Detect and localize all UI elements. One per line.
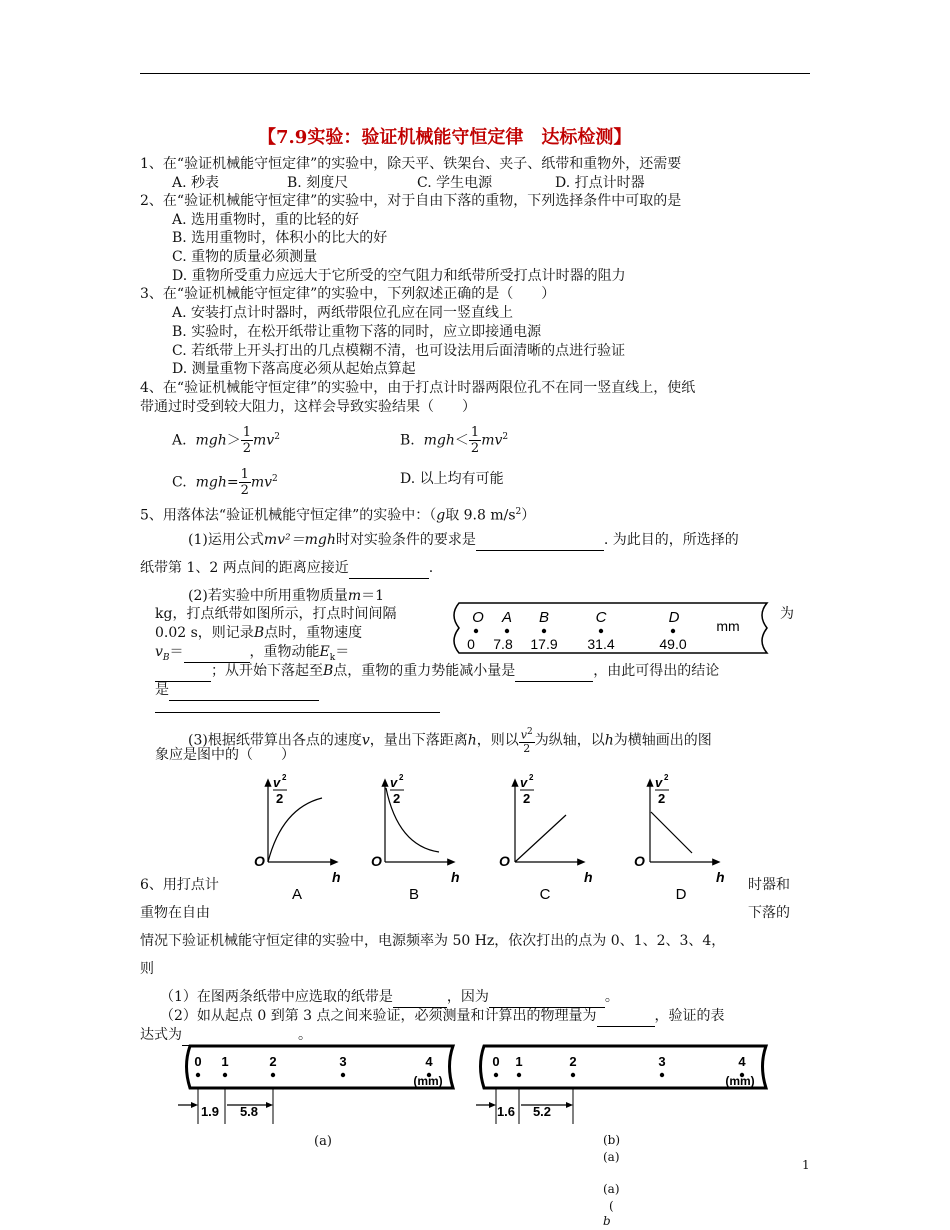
tape-dot (542, 629, 546, 633)
blank[interactable] (393, 988, 447, 1008)
y-label-exp: 2 (664, 773, 669, 782)
blank[interactable] (155, 662, 211, 682)
tape-unit: (mm) (725, 1074, 755, 1088)
tape-value: 31.4 (587, 636, 615, 652)
q4-option-d: D. 以上均有可能 (400, 471, 504, 487)
q4-stem-1: 4、在“验证机械能守恒定律”的实验中，由于打点计时器两限位孔不在同一竖直线上，使纸 (140, 380, 696, 396)
tape-b-caption: (b) (603, 1133, 621, 1147)
tape-mark: 0 (492, 1054, 500, 1069)
q2-stem: 2、在“验证机械能守恒定律”的实验中，对于自由下落的重物，下列选择条件中可取的是 (140, 193, 682, 209)
tape-mark: 2 (269, 1054, 277, 1069)
tape-value: 0 (467, 636, 475, 652)
q1-option-d: D. 打点计时器 (555, 175, 645, 191)
tape-label-O: O (472, 609, 484, 626)
q5-part3-line1: (3)根据纸带算出各点的速度v，量出下落距离h，则以 $\frac{v^2}{2}$ 为纵轴，以h为横轴画出的图 (188, 727, 712, 755)
y-label-exp: 2 (399, 773, 404, 782)
q6-line1-right: 时器和 (748, 877, 790, 893)
q4-option-a: A. mgh＞ $\frac{1}{2}$ $mv^2$ (172, 425, 280, 457)
origin-label: O (634, 853, 645, 869)
stray-label: (a) (603, 1182, 620, 1196)
x-label: h (451, 869, 460, 885)
q5-part2-line1: (2)若实验中所用重物质量m＝1 (188, 588, 385, 604)
q2-option-a: A. 选用重物时，重的比轻的好 (172, 212, 360, 228)
q4-stem-2: 带通过时受到较大阻力，这样会导致实验结果（ ） (140, 399, 476, 415)
tape-unit: (mm) (413, 1074, 443, 1088)
line-increasing (515, 815, 566, 862)
tape-dot (494, 1073, 498, 1077)
q6-part1: （1）在图两条纸带中应选取的纸带是 ，因为 。 (160, 988, 619, 1008)
graph-d (634, 773, 725, 903)
q6-line4: 则 (140, 961, 154, 977)
tape-mark: 1 (515, 1054, 523, 1069)
arrowhead (191, 1102, 198, 1108)
q4-option-c: C. mgh= $\frac{1}{2}$ $mv^2$ (172, 467, 278, 499)
q5-part2-line2: kg，打点纸带如图所示，打点时间间隔 (155, 606, 397, 622)
tape-value: 7.8 (493, 636, 513, 652)
fraction-half: $\frac{1}{2}$ (470, 425, 480, 457)
y-label-exp: 2 (529, 773, 534, 782)
fraction-half: $\frac{1}{2}$ (242, 425, 252, 457)
x-label: h (584, 869, 593, 885)
q1-stem: 1、在“验证机械能守恒定律”的实验中，除天平、铁架台、夹子、纸带和重物外，还需要 (140, 156, 682, 172)
q6-part2-line2: 达式为 。 (140, 1026, 312, 1046)
line-decreasing (651, 812, 692, 853)
blank[interactable] (515, 662, 593, 682)
tape-label-B: B (538, 609, 550, 626)
tape-dot (517, 1073, 521, 1077)
tape-dot (599, 629, 603, 633)
fraction-half: $\frac{1}{2}$ (240, 467, 249, 499)
q2-option-c: C. 重物的质量必须测量 (172, 249, 318, 265)
graph-name: C (539, 886, 551, 903)
graph-name: D (675, 886, 687, 903)
y-label: v (390, 775, 398, 790)
tape-dot (196, 1073, 200, 1077)
blank[interactable] (476, 531, 604, 551)
tape-a-figure (170, 1042, 470, 1134)
q1-option-b: B. 刻度尺 (287, 175, 349, 191)
y-label: v (655, 775, 663, 790)
dim-label: 5.8 (239, 1104, 259, 1119)
tape-dot (223, 1073, 227, 1077)
tape-b-figure (460, 1042, 780, 1134)
q5-part1-line1: (1)运用公式mv²＝mgh时对实验条件的要求是 . 为此目的，所选择的 (188, 531, 739, 551)
tape-mark: 3 (658, 1054, 666, 1069)
page-title: 【7.9实验：验证机械能守恒定律 达标检测】 (258, 127, 632, 148)
graph-name: A (291, 886, 303, 903)
q3-option-d: D. 测量重物下落高度必须从起始点算起 (172, 361, 416, 377)
tape-unit: mm (716, 618, 740, 634)
dim-label: 1.6 (496, 1104, 516, 1119)
curve-concave-up (268, 798, 322, 862)
blank[interactable] (489, 988, 605, 1008)
q5-part2-line5: ；从开始下落起至B点，重物的重力势能减小量是 ，由此可得出的结论 (155, 662, 719, 682)
blank[interactable] (169, 681, 319, 701)
q5-part2-line4: $v_B=$ ，重物动能$E_k=$ (155, 644, 350, 663)
stray-label: (a) (603, 1150, 620, 1164)
tape-dot (474, 629, 478, 633)
y-label: v (520, 775, 528, 790)
tape-mark: 2 (569, 1054, 577, 1069)
q5-part1-line2: 纸带第 1、2 两点间的距离应接近 . (140, 559, 433, 579)
blank[interactable] (597, 1007, 655, 1027)
tape-dot (671, 629, 675, 633)
q5-part3-line2: 象应是图中的（ ） (155, 747, 295, 763)
q4-option-b: B. mgh＜ $\frac{1}{2}$ $mv^2$ (400, 425, 509, 457)
dim-label: 1.9 (200, 1104, 220, 1119)
tape-label-C: C (595, 609, 607, 626)
tape-mark: 0 (194, 1054, 202, 1069)
q6-line2-right: 下落的 (748, 905, 790, 921)
tape-dot (271, 1073, 275, 1077)
tape-a-caption: (a) (314, 1134, 332, 1149)
tape-dot (505, 629, 509, 633)
graph-c (499, 773, 593, 903)
q5-part2-line3: 0.02 s，则记录B点时，重物速度 (155, 625, 363, 641)
q2-option-b: B. 选用重物时，体积小的比大的好 (172, 230, 388, 246)
origin-label: O (371, 853, 382, 869)
q5-stem: 5、用落体法“验证机械能守恒定律”的实验中：（g取 9.8 $m/s^2$） (140, 507, 536, 524)
q3-stem: 3、在“验证机械能守恒定律”的实验中，下列叙述正确的是（ ） (140, 286, 556, 302)
y-label-den: 2 (658, 791, 666, 806)
q1-option-c: C. 学生电源 (417, 175, 493, 191)
q6-line2-left: 重物在自由 (140, 905, 210, 921)
header-rule (140, 73, 810, 74)
arrowhead (489, 1102, 496, 1108)
answer-line[interactable] (155, 712, 440, 713)
q1-option-a: A. 秒表 (172, 175, 220, 191)
q5-part2-wei: 为 (780, 606, 794, 622)
tape-dot (571, 1073, 575, 1077)
stray-label: b (603, 1214, 611, 1228)
q6-line3: 情况下验证机械能守恒定律的实验中，电源频率为 50 Hz，依次打出的点为 0、1、2、3、4， (140, 933, 726, 949)
tape-label-A: A (501, 609, 513, 626)
q6-line1-left: 6、用打点计 (140, 877, 219, 893)
tape-mark: 1 (221, 1054, 229, 1069)
arrowhead (266, 1102, 273, 1108)
q3-option-b: B. 实验时，在松开纸带让重物下落的同时，应立即接通电源 (172, 324, 542, 340)
q2-option-d: D. 重物所受重力应远大于它所受的空气阻力和纸带所受打点计时器的阻力 (172, 268, 626, 284)
stray-label: ( (609, 1199, 614, 1213)
tape-dot (660, 1073, 664, 1077)
q5-part2-line6: 是 (155, 681, 319, 701)
tape-outline (481, 1046, 767, 1088)
arrowhead (566, 1102, 573, 1108)
q3-option-c: C. 若纸带上开头打出的几点模糊不清，也可设法用后面清晰的点进行验证 (172, 343, 626, 359)
graphs-figure (240, 770, 760, 910)
dim-label: 5.2 (532, 1104, 552, 1119)
origin-label: O (254, 853, 265, 869)
tape-value: 49.0 (659, 636, 687, 652)
tape-mark: 4 (738, 1054, 746, 1069)
q3-option-a: A. 安装打点计时器时，两纸带限位孔应在同一竖直线上 (172, 305, 514, 321)
graph-b (371, 773, 460, 903)
paper-tape-figure (445, 598, 775, 658)
x-label: h (716, 869, 725, 885)
y-label-den: 2 (523, 791, 531, 806)
y-label: v (273, 775, 281, 790)
q6-part2-line1: （2）如从起点 0 到第 3 点之间来验证，必须测量和计算出的物理量为 ，验证的表 (160, 1007, 725, 1027)
y-label-exp: 2 (282, 773, 287, 782)
tape-dot (341, 1073, 345, 1077)
graph-a (254, 773, 341, 903)
x-label: h (332, 869, 341, 885)
origin-label: O (499, 853, 510, 869)
tape-mark: 4 (425, 1054, 433, 1069)
page-number: 1 (802, 1158, 810, 1172)
graph-name: B (408, 886, 420, 903)
y-label-den: 2 (276, 791, 284, 806)
tape-mark: 3 (339, 1054, 347, 1069)
blank[interactable] (349, 559, 429, 579)
y-label-den: 2 (393, 791, 401, 806)
blank[interactable] (184, 643, 250, 663)
tape-label-D: D (668, 609, 680, 626)
tape-value: 17.9 (530, 636, 558, 652)
